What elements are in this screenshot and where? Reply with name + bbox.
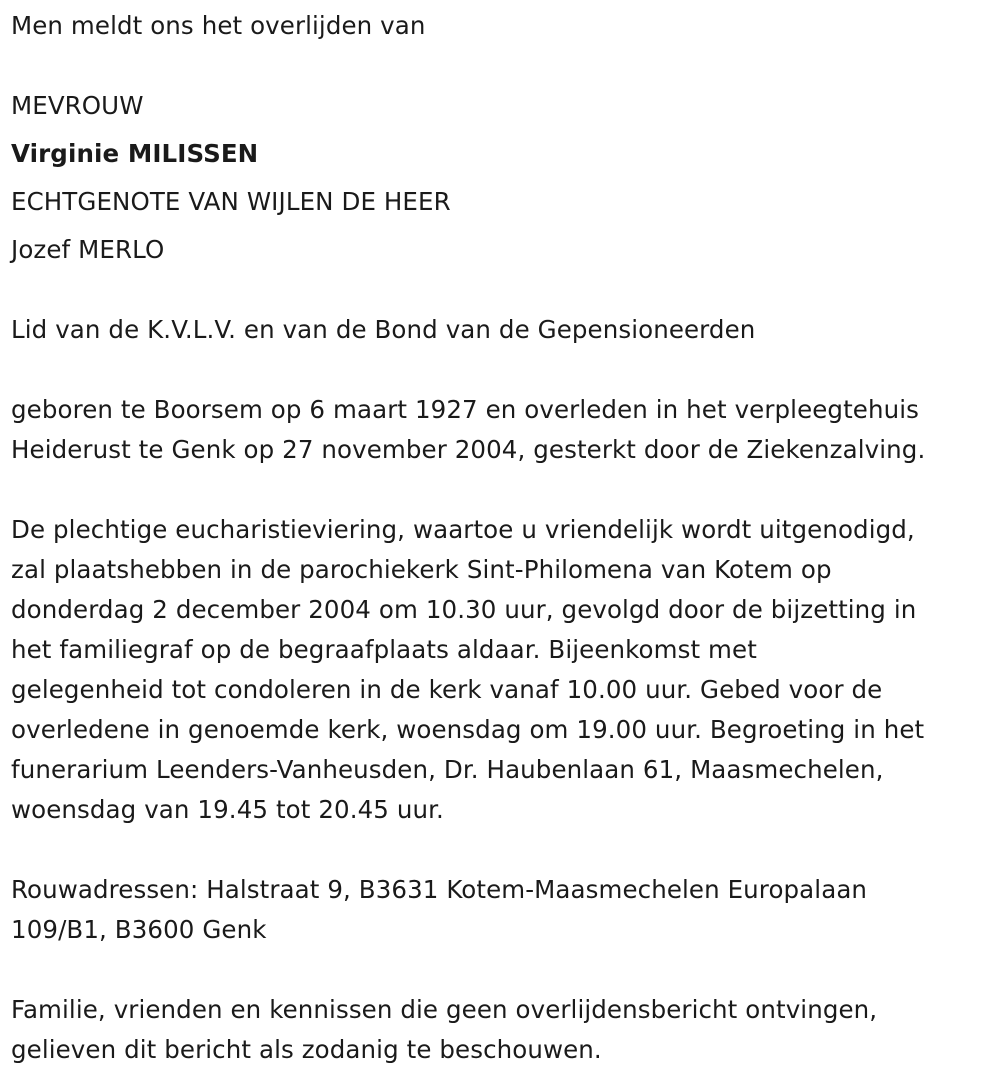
ceremony-line: woensdag van 19.45 tot 20.45 uur. xyxy=(11,795,444,824)
ceremony-line: overledene in genoemde kerk, woensdag om 19.00 uur. Begroeting in het xyxy=(11,715,925,744)
spouse-name: Jozef MERLO xyxy=(11,235,165,264)
address-line: Rouwadressen: Halstraat 9, B3631 Kotem-Maasmechelen Europalaan xyxy=(11,875,868,904)
ceremony-line: De plechtige eucharistieviering, waartoe u vriendelijk wordt uitgenodigd, xyxy=(11,515,915,544)
intro-text: Men meldt ons het overlijden van xyxy=(11,11,426,40)
ceremony-line: het familiegraf op de begraafplaats aldaar. Bijeenkomst met xyxy=(11,635,757,664)
deceased-name: Virginie MILISSEN xyxy=(11,139,259,168)
ceremony-line: zal plaatshebben in de parochiekerk Sint-Philomena van Kotem op xyxy=(11,555,832,584)
salutation: MEVROUW xyxy=(11,91,144,120)
relation-text: ECHTGENOTE VAN WIJLEN DE HEER xyxy=(11,187,451,216)
ceremony-line: funerarium Leenders-Vanheusden, Dr. Haubenlaan 61, Maasmechelen, xyxy=(11,755,884,784)
closing-line: Familie, vrienden en kennissen die geen overlijdensbericht ontvingen, xyxy=(11,995,878,1024)
ceremony-line: donderdag 2 december 2004 om 10.30 uur, gevolgd door de bijzetting in xyxy=(11,595,917,624)
birth-death-line: Heiderust te Genk op 27 november 2004, gesterkt door de Ziekenzalving. xyxy=(11,435,926,464)
ceremony-line: gelegenheid tot condoleren in de kerk vanaf 10.00 uur. Gebed voor de xyxy=(11,675,883,704)
membership-text: Lid van de K.V.L.V. en van de Bond van de Gepensioneerden xyxy=(11,315,756,344)
closing-line: gelieven dit bericht als zodanig te beschouwen. xyxy=(11,1035,602,1064)
birth-death-line: geboren te Boorsem op 6 maart 1927 en overleden in het verpleegtehuis xyxy=(11,395,919,424)
address-line: 109/B1, B3600 Genk xyxy=(11,915,267,944)
